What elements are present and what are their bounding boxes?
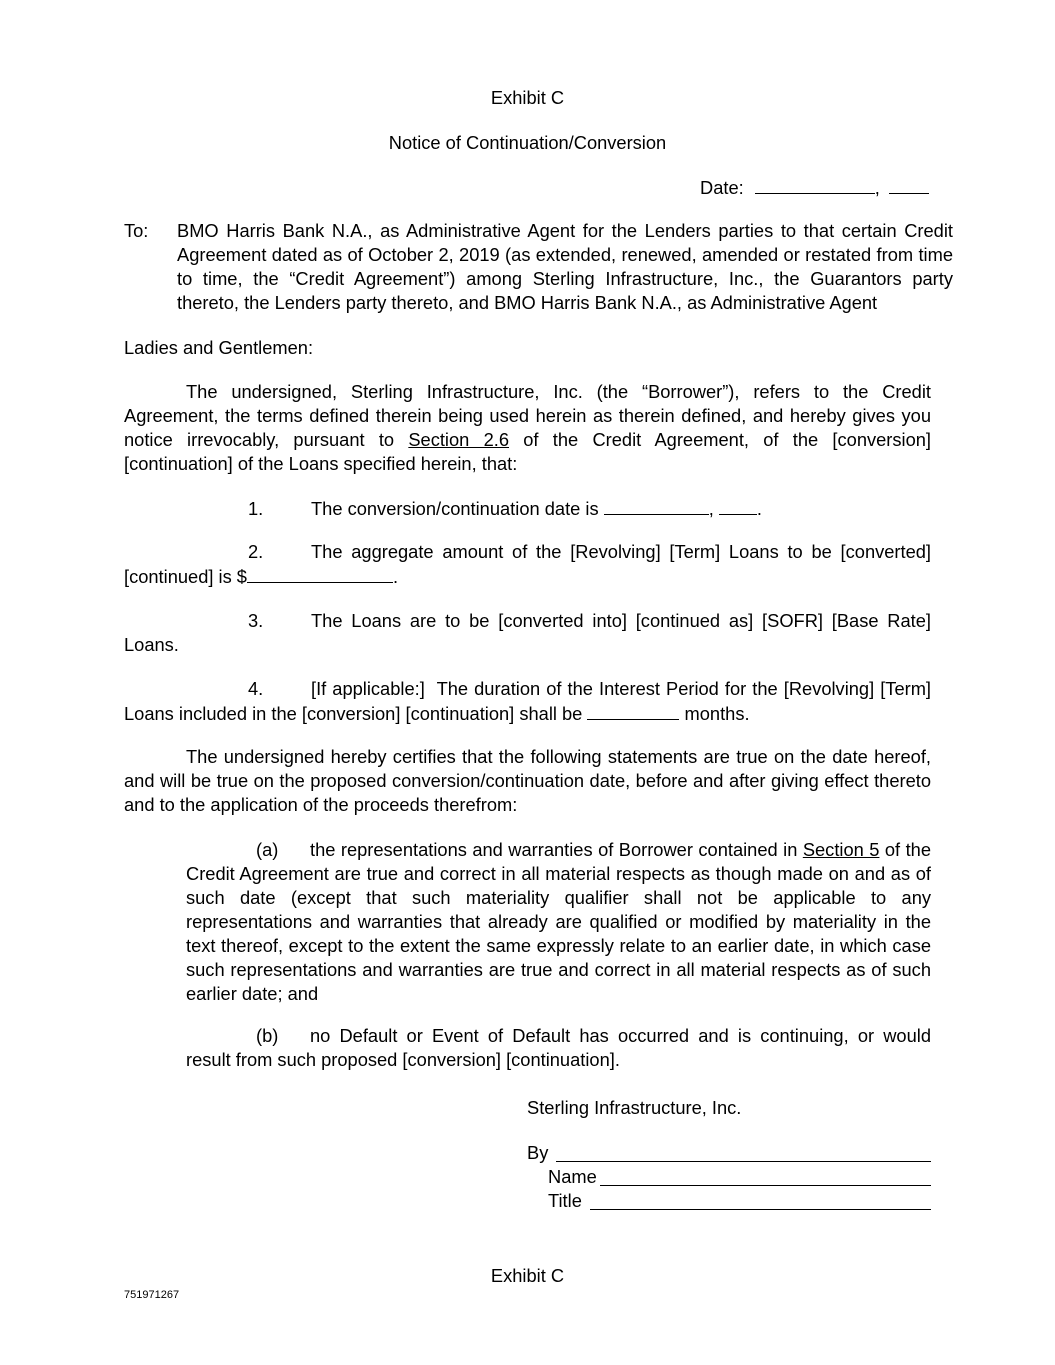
to-label: To:: [124, 220, 149, 241]
exhibit-title: Exhibit C: [490, 87, 565, 108]
by-label: By: [527, 1142, 549, 1163]
item-1-number: 1.: [248, 498, 264, 519]
clause-b: [186, 1024, 931, 1072]
intro-paragraph: [124, 380, 931, 476]
signatory-company: Sterling Infrastructure, Inc.: [527, 1097, 742, 1118]
item-4-number: 4.: [248, 678, 264, 699]
date-month-day-blank[interactable]: [755, 175, 875, 194]
title-label: Title: [548, 1190, 582, 1211]
clause-b-label: (b): [256, 1025, 279, 1046]
item-2-text: The aggregate amount of the [Revolving] [Term] Loans to be [converted] [continued] is $: [124, 541, 931, 587]
to-recipient-text: BMO Harris Bank N.A., as Administrative Agent for the Lenders parties to that certain Credit Agreement dated as of October 2, 2019 (as extended, renewed, amended or restated from time to time, the “Credit Agreement”) among Sterling Infrastructure, Inc., the Guarantors party thereto, the Lenders party thereto, and BMO Harris Bank N.A., as Administrative Agent: [177, 220, 953, 313]
notice-title: Notice of Continuation/Conversion: [388, 132, 667, 153]
intro-text-b: of the Credit Agreement, of the [conversion] [continuation] of the Loans specified herein, that:: [124, 429, 931, 474]
clause-b-text: no Default or Event of Default has occurred and is continuing, or would result from such proposed [conversion] [continuation].: [186, 1025, 931, 1070]
document-number: 751971267: [124, 1289, 180, 1301]
name-label: Name: [548, 1166, 597, 1187]
conversion-year-blank[interactable]: [719, 496, 757, 515]
item-2: [124, 540, 931, 589]
item-3-text: The Loans are to be [converted into] [continued as] [SOFR] [Base Rate] Loans.: [124, 610, 931, 655]
date-label: Date:: [700, 177, 744, 198]
item-3-number: 3.: [248, 610, 264, 631]
item-4-lead: [If applicable:]: [311, 678, 425, 699]
signature-by-line[interactable]: [556, 1161, 931, 1162]
signature-name-line[interactable]: [600, 1185, 931, 1186]
clause-a-text-a: the representations and warranties of Borrower contained in: [310, 839, 803, 860]
clause-a-label: (a): [256, 839, 279, 860]
clause-a: [186, 838, 931, 1006]
item-4-text: The duration of the Interest Period for the [Revolving] [Term] Loans included in the [conversion] [continuation] shall be: [124, 678, 932, 724]
aggregate-amount-blank[interactable]: [247, 564, 393, 583]
item-1-period: .: [756, 498, 762, 519]
interest-period-blank[interactable]: [587, 701, 679, 720]
footer-exhibit-title: Exhibit C: [490, 1265, 565, 1286]
item-4: [124, 677, 931, 726]
intro-text-a: The undersigned, Sterling Infrastructure, Inc. (the “Borrower”), refers to the Credit Agreement, the terms defined therein being used herein as therein defined, and hereby gives you notice irrevocably, pursuant to: [124, 381, 931, 450]
conversion-date-blank[interactable]: [604, 496, 709, 515]
date-year-blank[interactable]: [889, 175, 929, 194]
item-2-number: 2.: [248, 541, 264, 562]
item-1-separator: ,: [708, 498, 714, 519]
item-4-months: months.: [679, 703, 750, 724]
item-3: [124, 609, 931, 657]
item-1: [124, 496, 931, 521]
item-2-period: .: [392, 566, 399, 587]
date-line: [700, 175, 929, 200]
date-separator: ,: [874, 177, 880, 198]
clause-a-text-b: of the Credit Agreement are true and correct in all material respects as though made on and as of such date (except that such materiality qualifier shall not be applicable to any representations and warranties that already are qualified or modified by materiality in the text thereof, except to the extent the same expressly relate to an earlier date, in which case such representations and warranties are true and correct in all material respects as of such earlier date; and: [186, 839, 931, 1004]
certification-paragraph: The undersigned hereby certifies that the following statements are true on the date hereof, and will be true on the proposed conversion/continuation date, before and after giving effect thereto and to the application of the proceeds therefrom:: [124, 746, 931, 815]
salutation: Ladies and Gentlemen:: [124, 337, 314, 358]
signature-title-line[interactable]: [590, 1209, 931, 1210]
item-1-text: The conversion/continuation date is: [311, 498, 604, 519]
section-5-reference: Section 5: [802, 839, 880, 860]
section-2-6-reference: Section 2.6: [408, 429, 509, 450]
